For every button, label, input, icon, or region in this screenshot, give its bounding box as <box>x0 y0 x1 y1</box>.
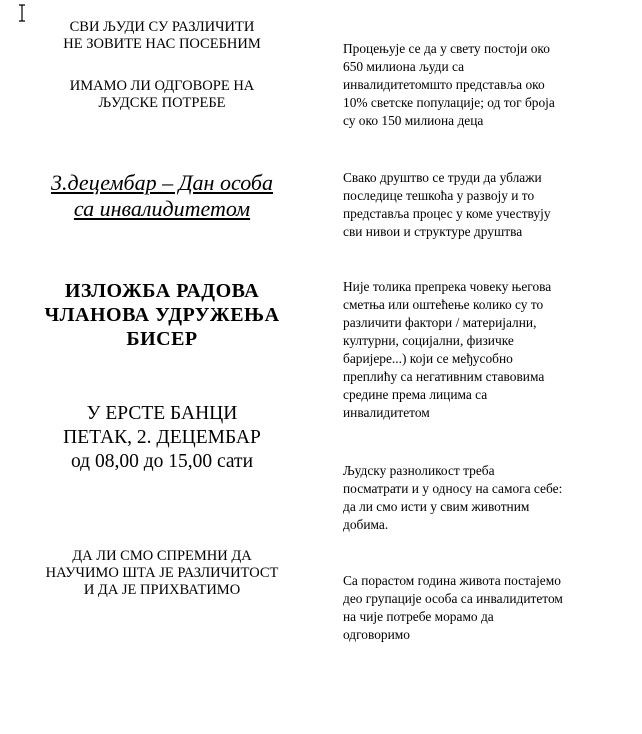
event-date-line-2: са инвалидитетом <box>73 196 251 221</box>
text-line: Са порастом година живота постајемо <box>343 573 561 588</box>
venue-block <box>24 402 300 474</box>
closing-line-3: И ДА ЈЕ ПРИХВАТИМО <box>83 582 241 598</box>
text-line: 650 милиона људи са <box>343 59 465 74</box>
question-line-1: ИМАМО ЛИ ОДГОВОРЕ НА <box>69 78 255 94</box>
exhibition-line-3: БИСЕР <box>126 328 198 350</box>
text-line: средине према лицима са <box>343 387 488 402</box>
text-line: баријере...) који се међусобно <box>343 351 513 366</box>
text-line: одговоримо <box>343 627 410 642</box>
time-line: од 08,00 до 15,00 сати <box>70 451 254 472</box>
paragraph-barriers <box>343 278 625 422</box>
text-line: последице тешкоћа у развоју и то <box>343 188 535 203</box>
text-line: инвалидитетомшто представља око <box>343 77 545 92</box>
text-line: преплићу са негативним ставовима <box>343 369 545 384</box>
paragraph-aging <box>343 572 625 644</box>
closing-question-block <box>24 548 300 599</box>
text-line: представља процес у коме учествују <box>343 206 551 221</box>
text-line: сметња или оштећење колико су то <box>343 297 544 312</box>
slogan-line-1: СВИ ЉУДИ СУ РАЗЛИЧИТИ <box>69 19 255 35</box>
question-line-2: ЉУДСКЕ ПОТРЕБЕ <box>98 95 226 111</box>
exhibition-line-2: ЧЛАНОВА УДРУЖЕЊА <box>44 304 280 326</box>
text-line: Људску разноликост треба <box>343 463 495 478</box>
text-line: на чије потребе морамо да <box>343 609 494 624</box>
text-line: део групације особа са инвалидитетом <box>343 591 563 606</box>
date-line: ПЕТАК, 2. ДЕЦЕМБАР <box>63 427 261 448</box>
closing-line-2: НАУЧИМО ШТА ЈЕ РАЗЛИЧИТОСТ <box>45 565 279 581</box>
text-line: посматрати и у односу на самога себе: <box>343 481 563 496</box>
question-block <box>24 78 300 112</box>
text-line: инвалидитетом <box>343 405 430 420</box>
venue-line: У ЕРСТЕ БАНЦИ <box>86 403 238 424</box>
event-date-title <box>24 170 300 222</box>
slogan-line-2: НЕ ЗОВИТЕ НАС ПОСЕБНИМ <box>63 36 261 52</box>
text-line: различити фактори / материјални, <box>343 315 537 330</box>
exhibition-line-1: ИЗЛОЖБА РАДОВА <box>64 280 260 302</box>
paragraph-diversity <box>343 462 625 534</box>
text-line: Свако друштво се труди да ублажи <box>343 170 542 185</box>
text-line: су око 150 милиона деца <box>343 113 484 128</box>
text-line: сви нивои и структуре друштва <box>343 224 523 239</box>
text-line: да ли смо исти у свим животним <box>343 499 530 514</box>
closing-line-1: ДА ЛИ СМО СПРЕМНИ ДА <box>72 548 252 564</box>
text-line: Процењује се да у свету постоји око <box>343 41 550 56</box>
text-line: добима. <box>343 517 389 532</box>
slogan-block <box>24 19 300 53</box>
event-date-line-1: 3.децембар – Дан особа <box>51 170 273 195</box>
paragraph-society <box>343 169 625 241</box>
paragraph-statistics <box>343 40 625 130</box>
text-line: Није толика препрека човеку његова <box>343 279 552 294</box>
text-line: културни, социјални, физичке <box>343 333 514 348</box>
exhibition-title <box>24 279 300 351</box>
text-line: 10% светске популације; од тог броја <box>343 95 555 110</box>
